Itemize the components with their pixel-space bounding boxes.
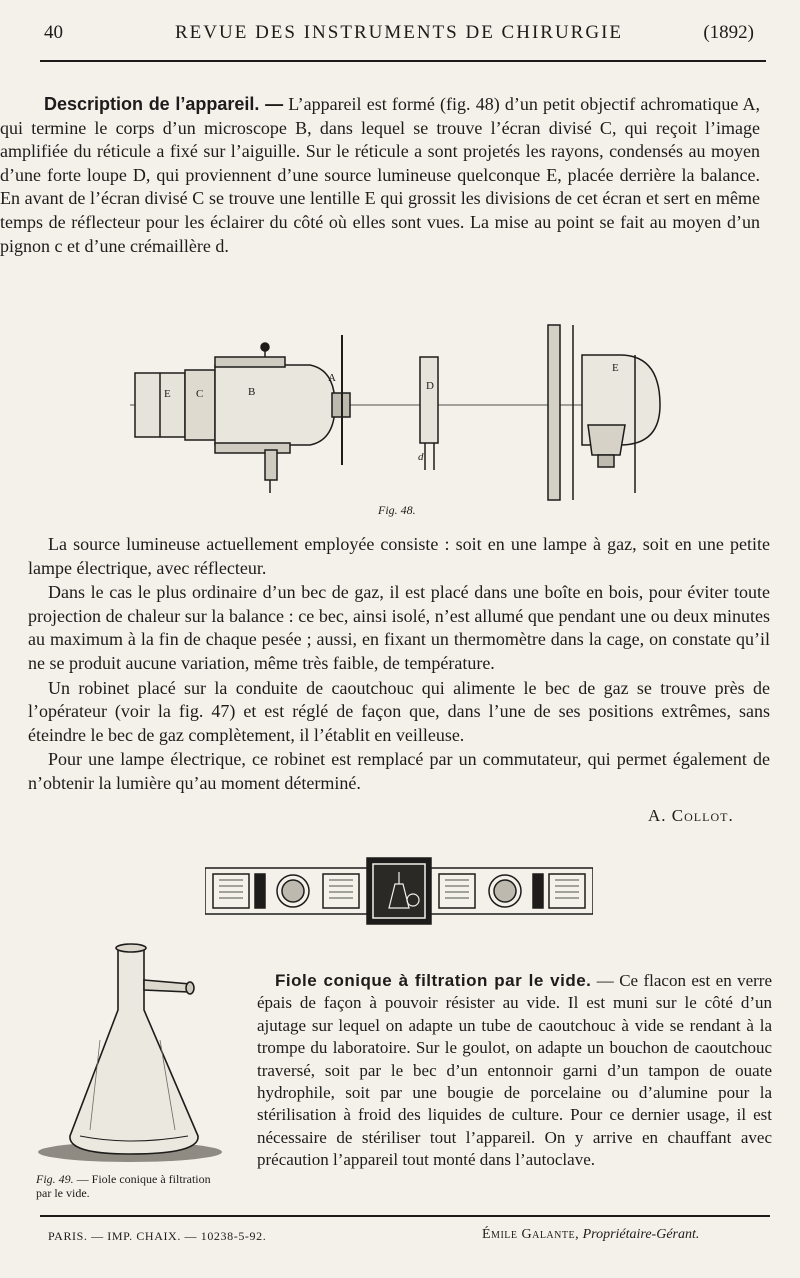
- footer-rule: [40, 1215, 770, 1217]
- figure-48-microscope-diagram: [120, 315, 680, 505]
- fiole-lead: Fiole conique à filtration par le vide.: [275, 971, 592, 990]
- fig48-label-E-left: E: [164, 388, 171, 400]
- fig48-label-A: A: [328, 372, 336, 384]
- author-signature: A. Collot.: [648, 806, 734, 825]
- header-rule: [40, 60, 766, 62]
- owner-name: Émile Galante,: [482, 1227, 580, 1242]
- paragraph-3: Un robinet placé sur la conduite de caoutchouc qui alimente le bec de gaz se trouve près de l’opérateur (voir la fig. 47) et est réglé de façon que, dans l’une de ses positions extrêmes, sans éteindre le bec de gaz complètement, il l’établit en veilleuse.: [28, 677, 770, 745]
- footer-imprint: PARIS. — IMP. CHAIX. — 10238-5-92.: [48, 1229, 267, 1243]
- page-number: 40: [44, 22, 63, 43]
- paragraph-1: La source lumineuse actuellement employée consiste : soit en une lampe à gaz, soit en une petite lampe électrique, avec réflecteur.: [28, 534, 770, 578]
- year: (1892): [703, 22, 754, 43]
- journal-title: REVUE DES INSTRUMENTS DE CHIRURGIE: [175, 22, 623, 43]
- fiole-text: — Ce flacon est en verre épais de façon à pouvoir résister au vide. Il est muni sur le côté d’un ajutage sur lequel on adapte un tube de caoutchouc à vide se rendant à la trompe du laboratoire. Sur le goulot, on adapte un bouchon de caoutchouc traversé, soit par le bec d’un entonnoir garni d’un tampon de ouate hydrophile, soit par une bougie de porcelaine ou d’alumine pour la stérilisation à froid des liquides de culture. Pour ce dernier usage, il est nécessaire de stériliser tout l’appareil. On y arrive en chauffant avec précaution l’appareil tout monté dans l’autoclave.: [257, 971, 773, 1170]
- running-header: [44, 22, 754, 52]
- owner-title: Propriétaire-Gérant.: [579, 1227, 700, 1242]
- paragraph-4: Pour une lampe électrique, ce robinet est remplacé par un commutateur, qui permet également de n’obtenir la lumière qu’au moment déterminé.: [28, 749, 770, 793]
- paragraph-2: Dans le cas le plus ordinaire d’un bec de gaz, il est placé dans une boîte en bois, pour éviter toute projection de chaleur sur la balance : ce bec, ainsi isolé, n’est allumé que pendant une ou deux minutes au maximum à la fin de chaque pesée ; aussi, en fixant un thermomètre dans la cage, on constate qu’il ne se produit aucune variation, même très faible, de température.: [28, 582, 770, 673]
- fig48-label-B: B: [248, 386, 256, 398]
- body-paragraphs: [28, 533, 770, 796]
- ornamental-band: [205, 856, 593, 926]
- figure-49-text: — Fiole conique à filtration par le vide.: [36, 1172, 211, 1200]
- fiole-paragraph: [257, 970, 772, 1172]
- description-paragraph: [0, 93, 800, 258]
- fig48-label-d: d: [418, 451, 424, 463]
- figure-48-caption: Fig. 48.: [378, 503, 416, 517]
- footer-owner: [482, 1227, 699, 1243]
- description-text: L’appareil est formé (fig. 48) d’un petit objectif achromatique A, qui termine le corps d’un microscope B, dans lequel se trouve l’écran divisé C, qui reçoit l’image amplifiée du réticule a fixé sur l’aiguille. Sur le réticule a sont projetés les rayons, condensés au moyen d’une forte loupe D, qui proviennent d’une source lumineuse quelconque E, placée derrière la balance. En avant de l’écran divisé C se trouve une lentille E qui grossit les divisions de cet écran et sert en même temps de réflecteur pour les éclairer du côté où elles sont vues. La mise au point se fait au moyen d’un pignon c et d’une crémaillère d.: [0, 94, 760, 256]
- fig48-label-E-right: E: [612, 362, 619, 374]
- fig48-label-C: C: [196, 388, 204, 400]
- description-lead: Description de l’appareil. —: [44, 94, 284, 114]
- figure-49-caption: [36, 1172, 226, 1200]
- fig48-label-D: D: [426, 380, 434, 392]
- figure-49-number: Fig. 49.: [36, 1172, 74, 1186]
- figure-49-conical-flask: [30, 940, 245, 1172]
